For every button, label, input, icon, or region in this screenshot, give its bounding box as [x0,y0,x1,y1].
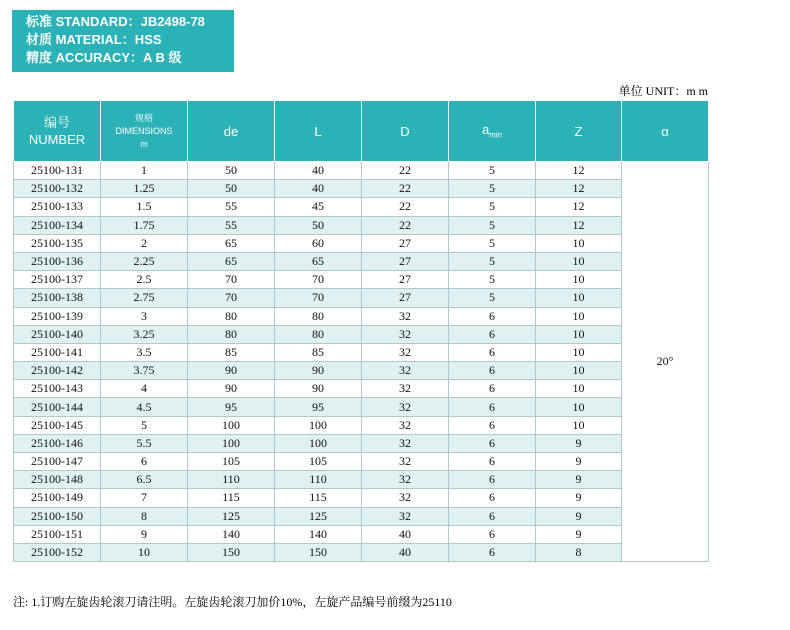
cell-d: 32 [362,453,449,471]
cell-angle: 20° [622,162,709,562]
cell-l: 125 [275,507,362,525]
cell-de: 115 [188,489,275,507]
material-line: 材质 MATERIAL：HSS [26,32,162,47]
cell-d: 22 [362,216,449,234]
standard-line: 标准 STANDARD：JB2498-78 [26,14,205,29]
cell-z: 12 [536,216,622,234]
cell-amin: 5 [449,289,536,307]
table-row [14,489,709,507]
table-row [14,507,709,525]
cell-d: 27 [362,234,449,252]
cell-number: 25100-140 [14,325,101,343]
table-row [14,343,709,361]
cell-d: 32 [362,398,449,416]
cell-de: 110 [188,471,275,489]
table-row [14,453,709,471]
cell-d: 27 [362,271,449,289]
cell-amin: 6 [449,525,536,543]
cell-d: 32 [362,489,449,507]
table-row [14,307,709,325]
cell-amin: 6 [449,543,536,561]
cell-de: 55 [188,216,275,234]
cell-number: 25100-150 [14,507,101,525]
cell-number: 25100-152 [14,543,101,561]
cell-z: 10 [536,234,622,252]
cell-dimension: 1.75 [101,216,188,234]
table-row [14,398,709,416]
spec-table [13,100,709,562]
header-l: L [275,101,362,162]
cell-l: 65 [275,252,362,270]
cell-z: 9 [536,525,622,543]
cell-dimension: 2.75 [101,289,188,307]
cell-de: 55 [188,198,275,216]
cell-z: 12 [536,162,622,180]
cell-l: 100 [275,416,362,434]
table-row [14,180,709,198]
cell-l: 80 [275,325,362,343]
cell-amin: 5 [449,234,536,252]
header-dimensions: 规格 DIMENSIONS m [101,101,188,162]
cell-dimension: 1.5 [101,198,188,216]
cell-dimension: 6 [101,453,188,471]
cell-de: 70 [188,271,275,289]
cell-z: 8 [536,543,622,561]
header-number: 编号 NUMBER [14,101,101,162]
cell-d: 32 [362,362,449,380]
cell-number: 25100-136 [14,252,101,270]
table-row [14,416,709,434]
cell-dimension: 5 [101,416,188,434]
cell-d: 32 [362,434,449,452]
cell-number: 25100-148 [14,471,101,489]
cell-amin: 6 [449,380,536,398]
cell-dimension: 7 [101,489,188,507]
cell-number: 25100-146 [14,434,101,452]
cell-dimension: 8 [101,507,188,525]
cell-de: 100 [188,434,275,452]
cell-dimension: 2 [101,234,188,252]
cell-de: 90 [188,380,275,398]
table-row [14,198,709,216]
cell-l: 60 [275,234,362,252]
cell-l: 70 [275,271,362,289]
cell-z: 9 [536,471,622,489]
header-z: Z [536,101,622,162]
cell-d: 40 [362,525,449,543]
cell-z: 10 [536,307,622,325]
footnote: 注: 1.订购左旋齿轮滚刀请注明。左旋齿轮滚刀加价10%，左旋产品编号前缀为25110 [13,595,452,609]
cell-amin: 5 [449,180,536,198]
cell-dimension: 3 [101,307,188,325]
cell-amin: 6 [449,489,536,507]
table-row [14,434,709,452]
cell-number: 25100-151 [14,525,101,543]
cell-d: 22 [362,198,449,216]
table-body [14,162,709,562]
spec-info-box [12,10,234,72]
cell-de: 140 [188,525,275,543]
cell-l: 50 [275,216,362,234]
cell-l: 100 [275,434,362,452]
cell-d: 22 [362,162,449,180]
cell-z: 9 [536,434,622,452]
cell-z: 9 [536,453,622,471]
cell-number: 25100-137 [14,271,101,289]
cell-d: 32 [362,471,449,489]
cell-amin: 5 [449,252,536,270]
cell-amin: 5 [449,198,536,216]
table-row [14,362,709,380]
cell-l: 80 [275,307,362,325]
cell-l: 85 [275,343,362,361]
cell-l: 150 [275,543,362,561]
cell-l: 140 [275,525,362,543]
cell-de: 105 [188,453,275,471]
cell-dimension: 3.75 [101,362,188,380]
cell-de: 95 [188,398,275,416]
cell-de: 85 [188,343,275,361]
table-row [14,525,709,543]
cell-z: 10 [536,416,622,434]
cell-l: 90 [275,362,362,380]
cell-z: 10 [536,380,622,398]
table-row [14,252,709,270]
header-de: de [188,101,275,162]
cell-l: 45 [275,198,362,216]
cell-amin: 6 [449,325,536,343]
cell-l: 95 [275,398,362,416]
cell-l: 90 [275,380,362,398]
table-row [14,471,709,489]
cell-l: 70 [275,289,362,307]
cell-de: 50 [188,162,275,180]
table-header-row [14,101,709,162]
cell-number: 25100-141 [14,343,101,361]
cell-number: 25100-149 [14,489,101,507]
cell-amin: 6 [449,471,536,489]
cell-d: 27 [362,252,449,270]
cell-amin: 6 [449,453,536,471]
cell-l: 40 [275,180,362,198]
cell-z: 10 [536,289,622,307]
header-d: D [362,101,449,162]
cell-amin: 5 [449,216,536,234]
cell-z: 10 [536,343,622,361]
cell-dimension: 4 [101,380,188,398]
cell-number: 25100-133 [14,198,101,216]
cell-l: 40 [275,162,362,180]
cell-z: 10 [536,398,622,416]
cell-number: 25100-132 [14,180,101,198]
cell-amin: 5 [449,271,536,289]
cell-dimension: 6.5 [101,471,188,489]
cell-dimension: 3.5 [101,343,188,361]
table-row [14,289,709,307]
cell-d: 32 [362,307,449,325]
cell-dimension: 1.25 [101,180,188,198]
table-row [14,162,709,180]
table-row [14,216,709,234]
cell-dimension: 5.5 [101,434,188,452]
cell-dimension: 9 [101,525,188,543]
table-row [14,234,709,252]
cell-z: 10 [536,271,622,289]
cell-l: 105 [275,453,362,471]
cell-amin: 6 [449,362,536,380]
cell-de: 90 [188,362,275,380]
cell-amin: 6 [449,434,536,452]
cell-number: 25100-131 [14,162,101,180]
cell-z: 12 [536,180,622,198]
cell-number: 25100-139 [14,307,101,325]
cell-dimension: 10 [101,543,188,561]
header-alpha: α [622,101,709,162]
header-amin: $a_{min}$ [449,101,536,162]
cell-z: 12 [536,198,622,216]
table-row [14,271,709,289]
cell-number: 25100-143 [14,380,101,398]
cell-amin: 5 [449,162,536,180]
cell-amin: 6 [449,398,536,416]
cell-de: 80 [188,307,275,325]
cell-number: 25100-134 [14,216,101,234]
cell-number: 25100-147 [14,453,101,471]
table-row [14,543,709,561]
cell-z: 10 [536,252,622,270]
cell-l: 110 [275,471,362,489]
cell-l: 115 [275,489,362,507]
cell-z: 9 [536,489,622,507]
cell-number: 25100-135 [14,234,101,252]
cell-de: 125 [188,507,275,525]
cell-amin: 6 [449,416,536,434]
table-row [14,325,709,343]
cell-z: 10 [536,325,622,343]
cell-amin: 6 [449,307,536,325]
cell-d: 27 [362,289,449,307]
cell-d: 32 [362,416,449,434]
table-row [14,380,709,398]
cell-d: 22 [362,180,449,198]
cell-de: 150 [188,543,275,561]
cell-d: 40 [362,543,449,561]
cell-dimension: 4.5 [101,398,188,416]
cell-z: 9 [536,507,622,525]
cell-d: 32 [362,325,449,343]
cell-dimension: 2.25 [101,252,188,270]
cell-dimension: 2.5 [101,271,188,289]
cell-d: 32 [362,507,449,525]
cell-dimension: 3.25 [101,325,188,343]
cell-de: 65 [188,252,275,270]
cell-de: 100 [188,416,275,434]
cell-de: 80 [188,325,275,343]
cell-number: 25100-144 [14,398,101,416]
cell-amin: 6 [449,507,536,525]
cell-number: 25100-145 [14,416,101,434]
cell-number: 25100-142 [14,362,101,380]
cell-amin: 6 [449,343,536,361]
cell-de: 65 [188,234,275,252]
unit-label: 单位 UNIT：m m [618,84,708,98]
cell-z: 10 [536,362,622,380]
cell-de: 70 [188,289,275,307]
accuracy-line: 精度 ACCURACY：A B 级 [26,50,182,65]
cell-d: 32 [362,343,449,361]
cell-number: 25100-138 [14,289,101,307]
cell-dimension: 1 [101,162,188,180]
cell-d: 32 [362,380,449,398]
cell-de: 50 [188,180,275,198]
